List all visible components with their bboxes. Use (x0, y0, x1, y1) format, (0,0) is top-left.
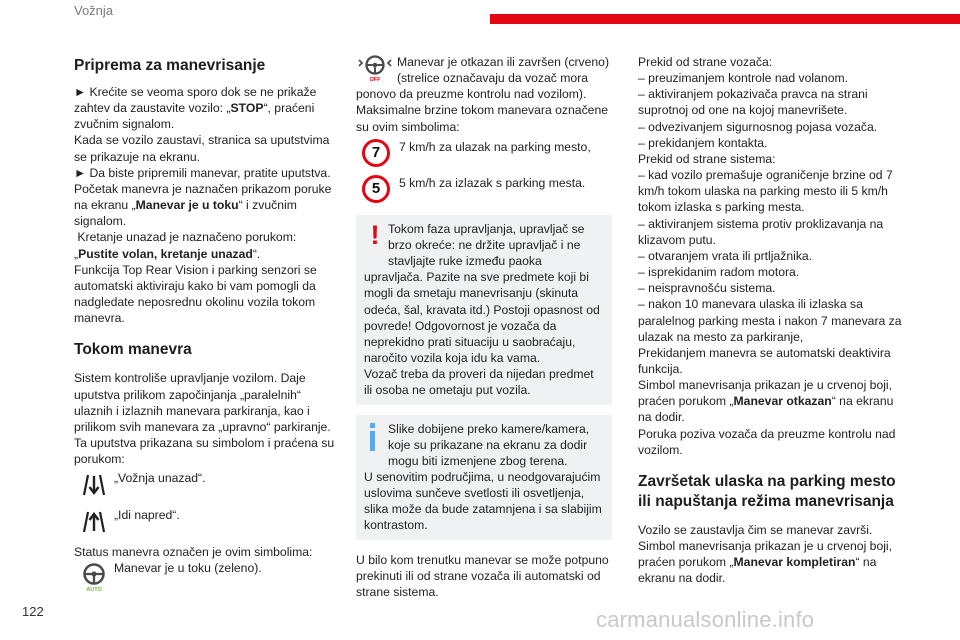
forward-row (74, 507, 340, 541)
speed-5-row (356, 175, 612, 203)
info-box (356, 415, 612, 540)
watermark: carmanualsonline.info (596, 607, 815, 632)
paragraph-stopped: Kada se vozilo zaustavi, stranica sa uputstvima se prikazuje na ekranu. (74, 133, 330, 164)
bold-completed: Manevar kompletiran (733, 555, 856, 570)
system-item: – kad vozilo premašuje ograničenje brzine od 7 km/h tokom ulaska na parking mesto ili 5 km/h tokom izlaska s parking mesta. (638, 168, 893, 215)
off-status-paragraph (356, 54, 612, 102)
steering-auto-icon (74, 560, 114, 592)
text: Kretanje unazad je naznačeno porukom: „ (74, 230, 297, 261)
auto-icon-label: AUTO (86, 587, 102, 593)
heading-prepare: Priprema za manevrisanje (74, 57, 266, 74)
speed-intro: Maksimalne brzine tokom manevara označene su ovim simbolima: (356, 103, 608, 134)
warning-text-2: Vozač treba da proveri da nijedan predmet ili osoba ne ometaju put vozila. (364, 367, 594, 398)
heading-end: Završetak ulaska na parking mesto ili napuštanja režima manevrisanja (638, 472, 896, 510)
text: “ na ekranu na dodir. (638, 555, 877, 586)
column-2 (356, 54, 612, 600)
warning-text: Tokom faza upravljanja, upravljač se brzo okreće: ne držite upravljač i ne stavljajte ruke između paoka upravljača. Pazite na sve predmete koji bi mogli da smetaju manevrisanju (skinuta odeća, šal, kravata itd.) Postoji opasnost od povrede! Odgovornost je vozača da neprekidno prati situaciju u saobraćaju, naročito vozila koja idu ka vama. (364, 221, 600, 366)
info-text-2: U senovitim područjima, u neodgovarajućim uslovima sunčeve svetlosti ili osvetljenja, slika može da bude zatamnjena i sa slabijim kontrastom. (364, 469, 602, 533)
driver-item: – aktiviranjem pokazivača pravca na strani suprotnoj od one na kojoj manevrišete. (638, 87, 868, 118)
system-interrupt-intro: Prekid od strane sistema: (638, 151, 776, 166)
paragraph-top-rear-vision: Funkcija Top Rear Vision i parking senzori se automatski aktiviraju kako bi vam pomogli da nadgledate neposrednu okolinu vozila tokom manevra. (74, 262, 317, 326)
paragraph-start (74, 181, 340, 229)
system-item: – aktiviranjem sistema protiv proklizavanja na klizavom putu. (638, 216, 884, 247)
page-number: 122 (22, 604, 44, 619)
system-item: – nakon 10 manevara ulaska ili izlaska sa paralelnog parking mesta i nakon 7 manevara za ulazak na mesto za parkiranje, (638, 297, 902, 344)
reverse-label: „Vožnja unazad“. (114, 471, 206, 486)
bold-cancelled: Manevar otkazan (733, 394, 832, 409)
system-item: – isprekidanim radom motora. (638, 265, 800, 280)
running-header-section: Vožnja (74, 3, 114, 18)
warning-exclamation-icon: ! (370, 219, 380, 250)
speed-5-text: 5 km/h za izlazak s parking mesta. (399, 175, 586, 190)
reverse-arrow-icon (74, 470, 114, 498)
speed-7-text: 7 km/h za ulazak na parking mesto, (399, 139, 591, 154)
driver-item: – preuzimanjem kontrole nad volanom. (638, 71, 849, 86)
take-control-text: Poruka poziva vozača da preuzme kontrolu nad vozilom. (638, 426, 896, 457)
text: Simbol manevrisanja prikazan je u crvenoj boji, praćen porukom „ (638, 378, 893, 409)
forward-arrow-icon (74, 507, 114, 535)
text: Vozilo se zaustavlja čim se manevar završi. Simbol manevrisanja prikazan je u crvenoj boji, praćen porukom „ (638, 522, 893, 570)
auto-row (74, 560, 340, 592)
interrupt-text: U bilo kom trenutku manevar se može potpuno prekinuti ili od strane vozača ili automatski od strane sistema. (356, 552, 609, 599)
off-icon-label: OFF (369, 77, 381, 82)
driver-item: – prekidanjem kontakta. (638, 135, 768, 150)
off-status-text: Manevar je otkazan ili završen (crveno) (strelice označavaju da vozač mora ponovo da preuzme kontrolu nad vozilom). (356, 55, 610, 102)
system-item: – neispravnošću sistema. (638, 281, 776, 296)
text: “ i zvučnim signalom. (74, 198, 297, 229)
steering-off-icon (356, 54, 394, 82)
text: “, praćeni zvučnim signalom. (74, 101, 315, 132)
speed-limit-7-icon: 7 (362, 139, 390, 167)
text: Početak manevra je naznačen prikazom poruke na ekranu „ (74, 181, 332, 213)
forward-label: „Idi napred“. (114, 508, 180, 523)
text: “ na ekranu na dodir. (638, 394, 894, 425)
column-1 (74, 54, 340, 595)
speed-7-row (356, 139, 612, 167)
status-intro: Status manevra označen je ovim simbolima: (74, 545, 313, 560)
paragraph-prepare: ► Da biste pripremili manevar, pratite uputstva. (74, 165, 331, 180)
bold-release-wheel: Pustite volan, kretanje unazad (78, 246, 253, 261)
info-text: Slike dobijene preko kamere/kamera, koje su prikazane na ekranu za dodir mogu biti izmenjene zbog terena. (388, 421, 590, 468)
column-3 (638, 54, 904, 587)
driver-item: – odvezivanjem sigurnosnog pojasa vozača. (638, 119, 878, 134)
auto-status-text: Manevar je u toku (zeleno). (114, 561, 262, 576)
driver-interrupt-intro: Prekid od strane vozača: (638, 55, 773, 69)
paragraph-reverse (74, 229, 340, 261)
auto-deactivate-text: Prekidanjem manevra se automatski deaktivira funkcija. (638, 345, 891, 376)
info-icon (364, 421, 386, 455)
heading-during: Tokom manevra (74, 341, 192, 359)
text: ► Krećite se veoma sporo dok se ne prikaže zahtev da zaustavite vozilo: „ (74, 85, 317, 116)
header-accent-bar (490, 14, 960, 24)
reverse-row (74, 470, 340, 504)
text: “. (252, 246, 261, 261)
cancel-symbol-text (638, 377, 904, 425)
bold-in-progress: Manevar je u toku (135, 198, 239, 213)
system-item: – otvaranjem vrata ili prtljažnika. (638, 248, 813, 263)
paragraph-system-control: Sistem kontroliše upravljanje vozilom. Daje uputstva prilikom započinjanja „paralelnih“ ulaznih i izlaznih manevara parkiranja, kao i prilikom svih manevara za „upravno“ parkiranje. Ta uputstva prikazana su simbolom i praćena su porukom: (74, 371, 335, 467)
warning-box (356, 215, 612, 405)
bold-stop: STOP (230, 101, 264, 116)
end-text (638, 522, 904, 587)
paragraph-stop (74, 84, 340, 132)
speed-limit-5-icon: 5 (362, 175, 390, 203)
